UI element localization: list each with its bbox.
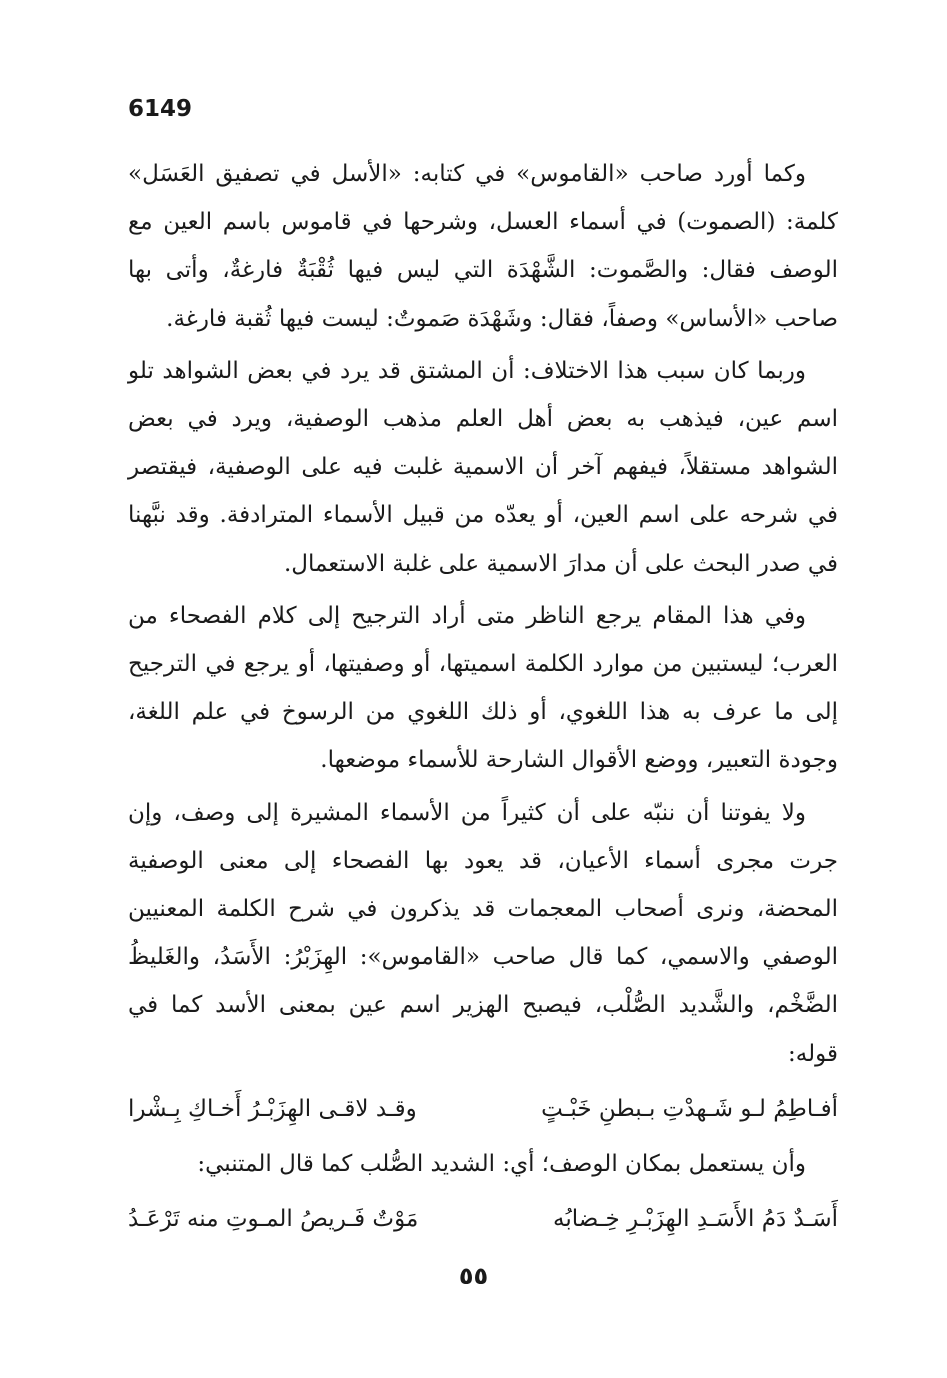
page-number: ٥٥ xyxy=(458,1262,489,1290)
page-id-number: 6149 xyxy=(128,96,193,122)
body-text xyxy=(128,150,838,1250)
verse-2-first-hemistich: أَسَـدٌ دَمُ الأَسَـدِ الهِزَبْـرِ خِـضابُه xyxy=(553,1206,838,1233)
verse-1-second-hemistich: وقـد لاقـى الهِزَبْـرُ أَخـاكِ بِـشْرا xyxy=(128,1095,417,1122)
poem-verse-2 xyxy=(128,1194,838,1244)
paragraph-5: وأن يستعمل بمكان الوصف؛ أي: الشديد الصُّلب كما قال المتنبي: xyxy=(197,1150,806,1177)
verse-1-first-hemistich: أفـاطِمُ لـو شَـهدْتِ بـبطنِ خَبْـتٍ xyxy=(541,1095,838,1122)
poem-verse-1 xyxy=(128,1084,838,1134)
paragraph-3: وفي هذا المقام يرجع الناظر متى أراد الترجيح إلى كلام الفصحاء من العرب؛ ليستبين من موارد الكلمة اسميتها، أو وصفيتها، أو يرجع في الترجيح إلى ما عرف به هذا اللغوي، أو ذلك اللغوي من الرسوخ في علم اللغة، وجودة التعبير، ووضع الأقوال الشارحة للأسماء موضعها. xyxy=(128,602,838,774)
paragraph-2: وربما كان سبب هذا الاختلاف: أن المشتق قد يرد في بعض الشواهد تلو اسم عين، فيذهب به بعض أهل العلم مذهب الوصفية، ويرد في بعض الشواهد مستقلاً، فيفهم آخر أن الاسمية غلبت فيه على الوصفية، فيقتصر في شرحه على اسم العين، أو يعدّه من قبيل الأسماء المترادفة. وقد نبَّهنا في صدر البحث على أن مدارَ الاسمية على غلبة الاستعمال. xyxy=(128,357,838,577)
paragraph-4: ولا يفوتنا أن ننبّه على أن كثيراً من الأسماء المشيرة إلى وصف، وإن جرت مجرى أسماء الأعيان، قد يعود بها الفصحاء إلى معنى الوصفية المحضة، ونرى أصحاب المعجمات قد يذكرون في شرح الكلمة المعنيين الوصفي والاسمي، كما قال صاحب «القاموس»: الهِزَبْرُ: الأَسَدُ، والغَليظُ الضَّخْم، والشَّديد الصُّلْب، فيصبح الهزير اسم عين بمعنى الأسد كما في قوله: xyxy=(128,799,838,1067)
paragraph-1: وكما أورد صاحب «القاموس» في كتابه: «الأسل في تصفيق العَسَل» كلمة: (الصموت) في أسماء العسل، وشرحها في قاموس باسم العين مع الوصف فقال: والصَّموت: الشَّهْدَة التي ليس فيها ثُقْبَةٌ فارغةٌ، وأتى بها صاحب «الأساس» وصفاً، فقال: وشَهْدَة صَموتٌ: ليست فيها ثُقبة فارغة. xyxy=(128,161,838,332)
verse-2-second-hemistich: مَوْتٌ فَـريصُ المـوتِ منه تَرْعَـدُ xyxy=(128,1206,419,1233)
